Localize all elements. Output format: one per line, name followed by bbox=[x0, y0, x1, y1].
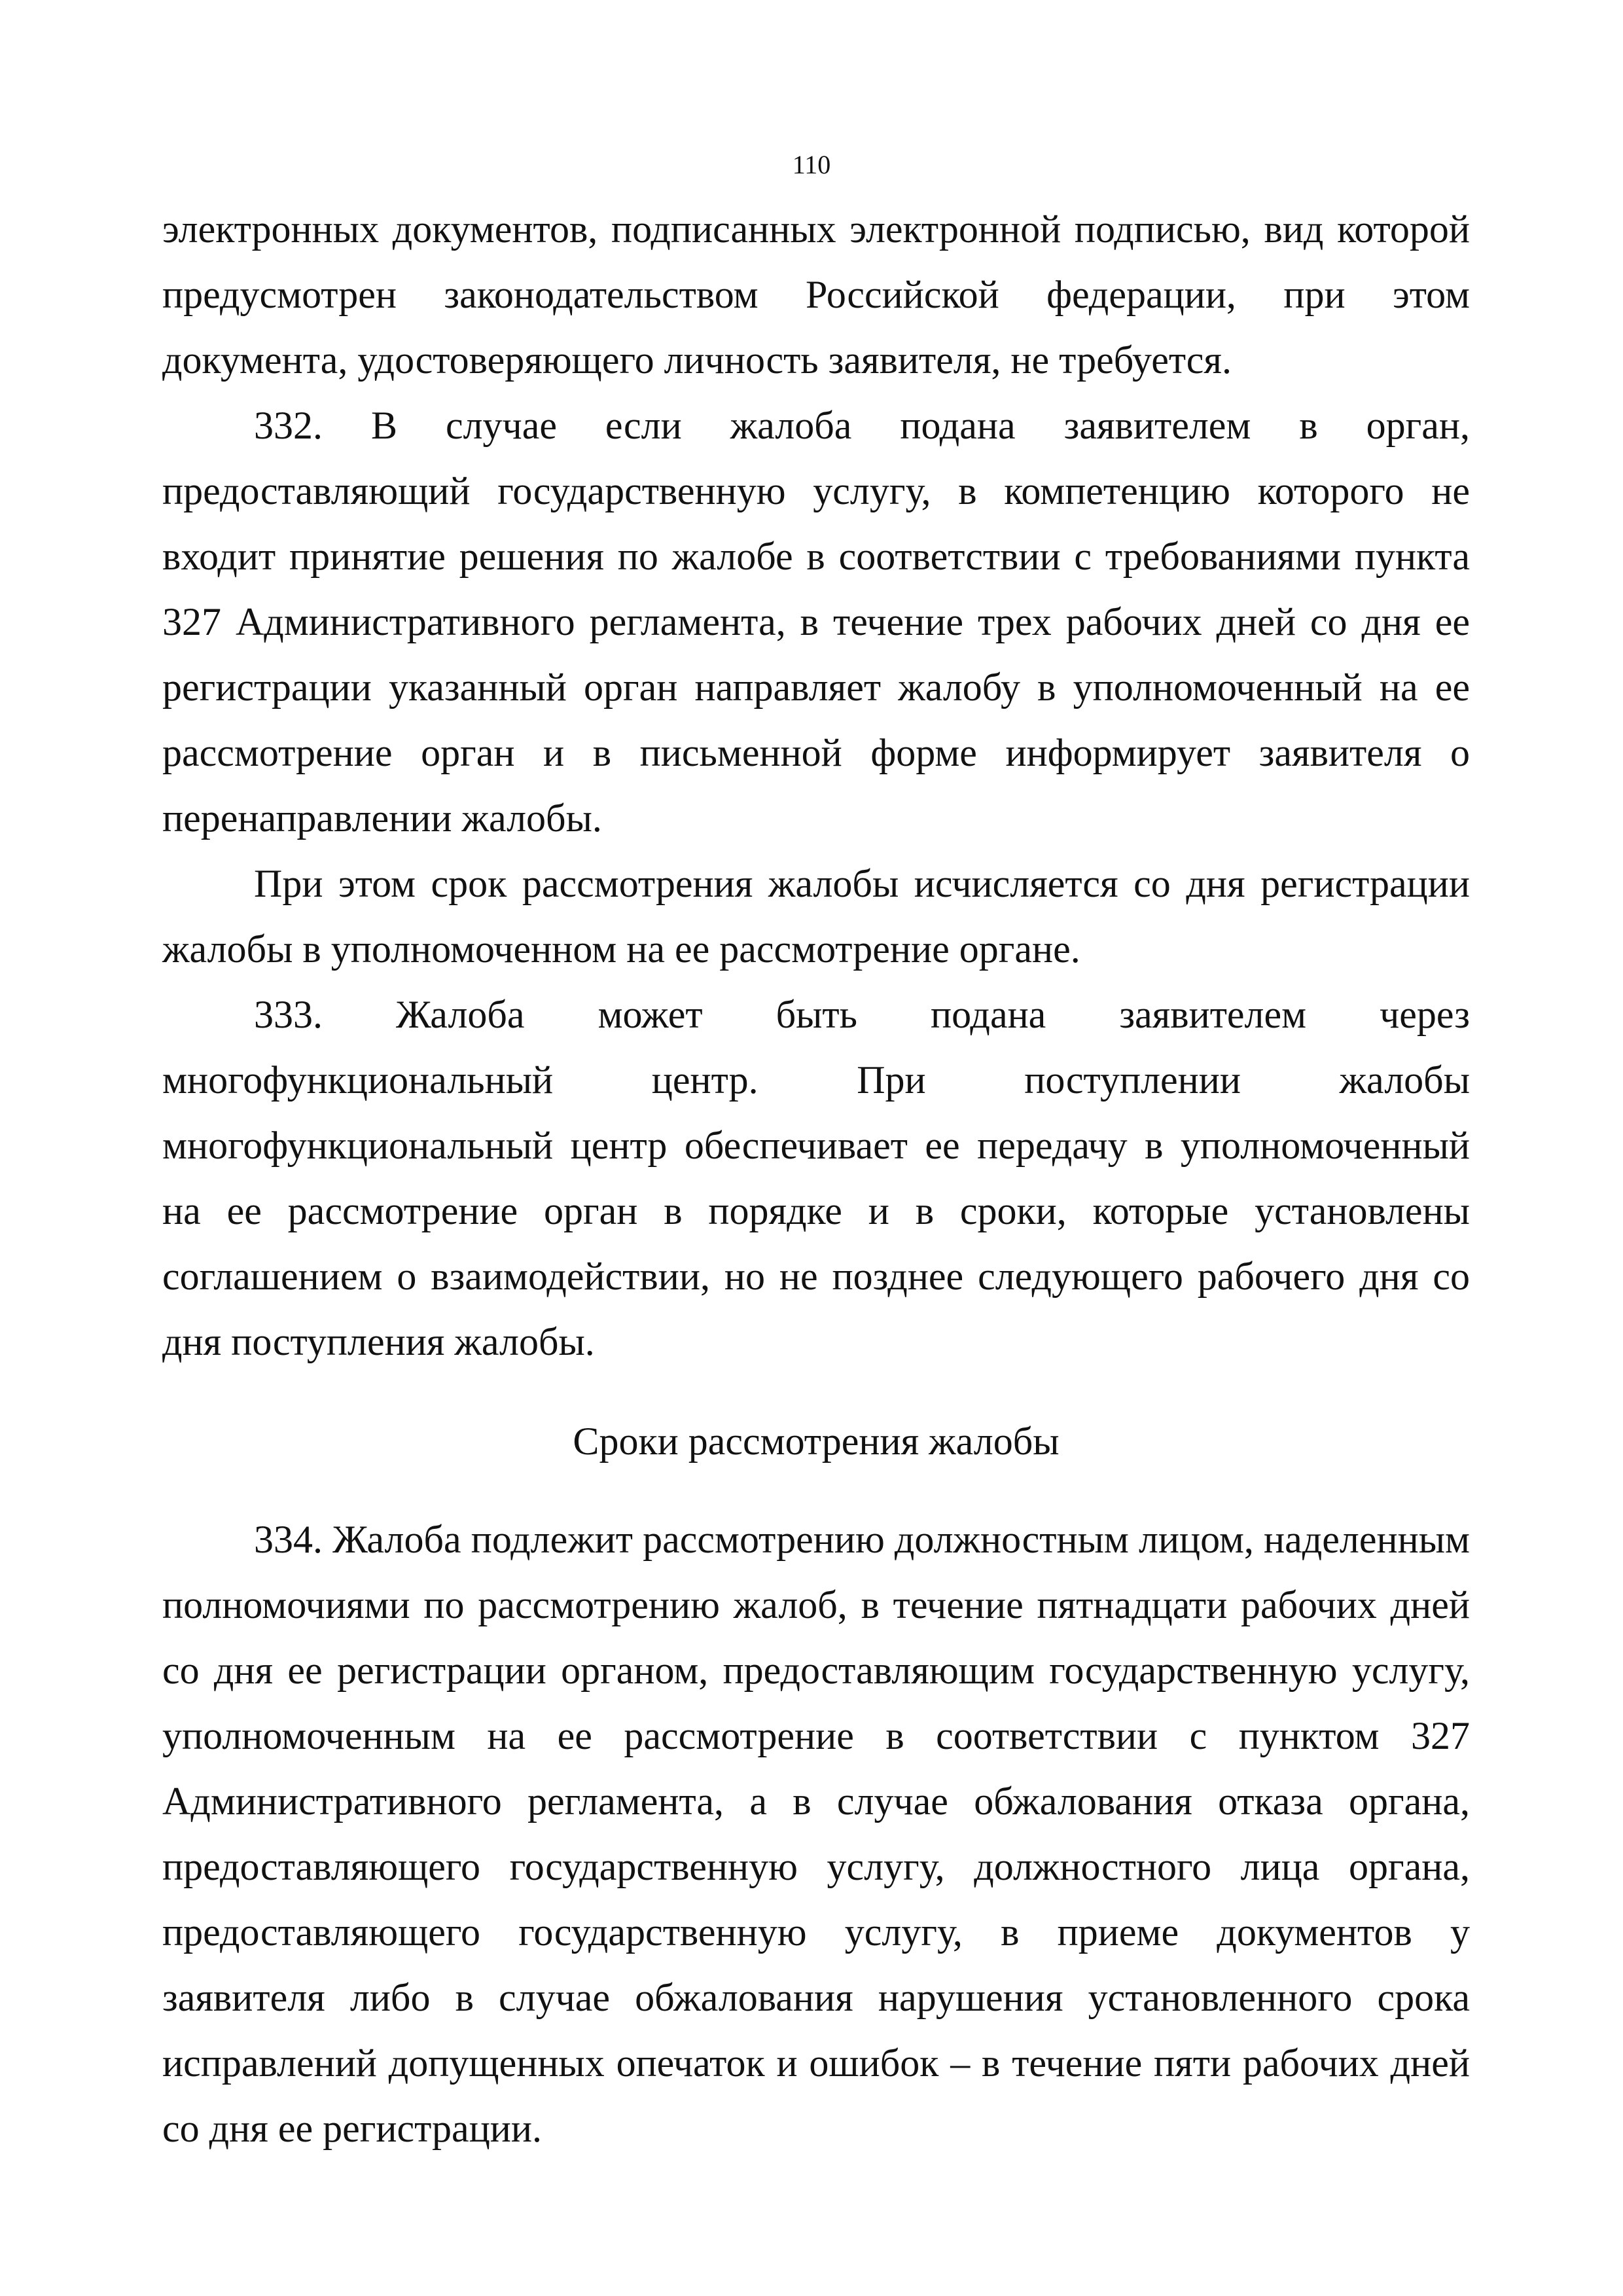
section-heading: Сроки рассмотрения жалобы bbox=[573, 1420, 1060, 1463]
document-body bbox=[162, 196, 1470, 2161]
paragraph-332-deadline: При этом срок рассмотрения жалобы исчисляется со дня регистрации жалобы в уполномоченном на ее рассмотрение органе. bbox=[162, 862, 1470, 971]
paragraph-332: 332. В случае если жалоба подана заявителем в орган, предоставляющий государственную услугу, в компетенцию которого не входит принятие решения по жалобе в соответствии с требованиями пункта 327 Административного регламента, в течение трех рабочих дней со дня ее регистрации указанный орган направляет жалобу в уполномоченный на ее рассмотрение орган и в письменной форме информирует заявителя о перенаправлении жалобы. bbox=[162, 404, 1470, 840]
page-number: 110 bbox=[792, 150, 831, 179]
paragraph-334: 334. Жалоба подлежит рассмотрению должностным лицом, наделенным полномочиями по рассмотрению жалоб, в течение пятнадцати рабочих дней со дня ее регистрации органом, предоставляющим государственную услугу, уполномоченным на ее рассмотрение в соответствии с пунктом 327 Административного регламента, а в случае обжалования отказа органа, предоставляющего государственную услугу, должностного лица органа, предоставляющего государственную услугу, в приеме документов у заявителя либо в случае обжалования нарушения установленного срока исправлений допущенных опечаток и ошибок – в течение пяти рабочих дней со дня ее регистрации. bbox=[162, 1518, 1470, 2150]
paragraph-333: 333. Жалоба может быть подана заявителем через многофункциональный центр. При поступлении жалобы многофункциональный центр обеспечивает ее передачу в уполномоченный на ее рассмотрение орган в порядке и в сроки, которые установлены соглашением о взаимодействии, но не позднее следующего рабочего дня со дня поступления жалобы. bbox=[162, 993, 1470, 1363]
paragraph-continuation: электронных документов, подписанных электронной подписью, вид которой предусмотрен законодательством Российской федерации, при этом документа, удостоверяющего личность заявителя, не требуется. bbox=[162, 207, 1470, 382]
